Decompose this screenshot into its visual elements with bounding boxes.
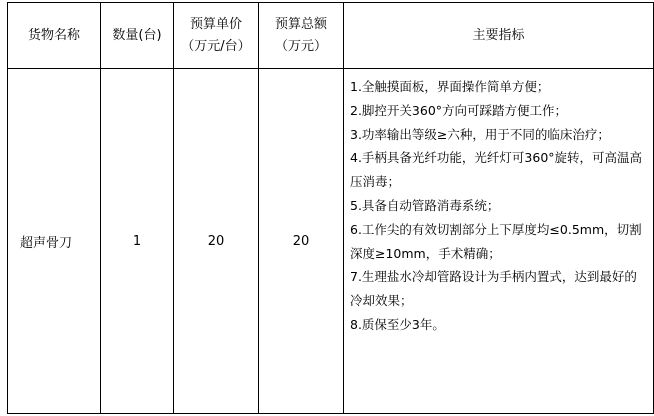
header-row bbox=[8, 3, 654, 69]
header-specs-label: 主要指标 bbox=[472, 27, 525, 43]
header-quantity-label: 数量(台) bbox=[112, 27, 162, 43]
header-total-unit: （万元） bbox=[274, 38, 327, 54]
item-name-cell: 超声骨刀 bbox=[8, 69, 101, 414]
header-item-name bbox=[8, 3, 101, 69]
spec-item: 1.全触摸面板，界面操作简单方便； bbox=[350, 79, 550, 94]
header-specs bbox=[344, 3, 654, 69]
header-unit-price bbox=[174, 3, 259, 69]
specs-cell bbox=[344, 69, 654, 414]
total-cell: 20 bbox=[259, 69, 344, 414]
spec-item: 5.具备自动管路消毒系统； bbox=[350, 197, 500, 213]
header-total-label: 预算总额 bbox=[274, 16, 327, 32]
procurement-table bbox=[7, 2, 654, 414]
spec-item: 6.工作尖的有效切割部分上下厚度均≤0.5mm，切割深度≥10mm，手术精确； bbox=[350, 221, 642, 261]
header-unit-price-unit: （万元/台） bbox=[181, 38, 251, 54]
header-unit-price-label: 预算单价 bbox=[189, 16, 242, 32]
spec-item: 3.功率输出等级≥六种，用于不同的临床治疗； bbox=[350, 126, 610, 142]
unit-price-cell: 20 bbox=[174, 69, 259, 414]
spec-item: 4.手柄具备光纤功能，光纤灯可360°旋转，可高温高压消毒； bbox=[350, 150, 643, 190]
header-item-name-label: 货物名称 bbox=[27, 27, 80, 43]
header-quantity bbox=[101, 3, 174, 69]
spec-item: 7.生理盐水冷却管路设计为手柄内置式，达到最好的冷却效果； bbox=[350, 269, 637, 309]
quantity-cell: 1 bbox=[101, 69, 174, 414]
table-row bbox=[8, 69, 654, 414]
header-total bbox=[259, 3, 344, 69]
spec-item: 8.质保至少3年。 bbox=[350, 316, 445, 332]
spec-item: 2.脚控开关360°方向可踩踏方便工作； bbox=[350, 102, 568, 118]
